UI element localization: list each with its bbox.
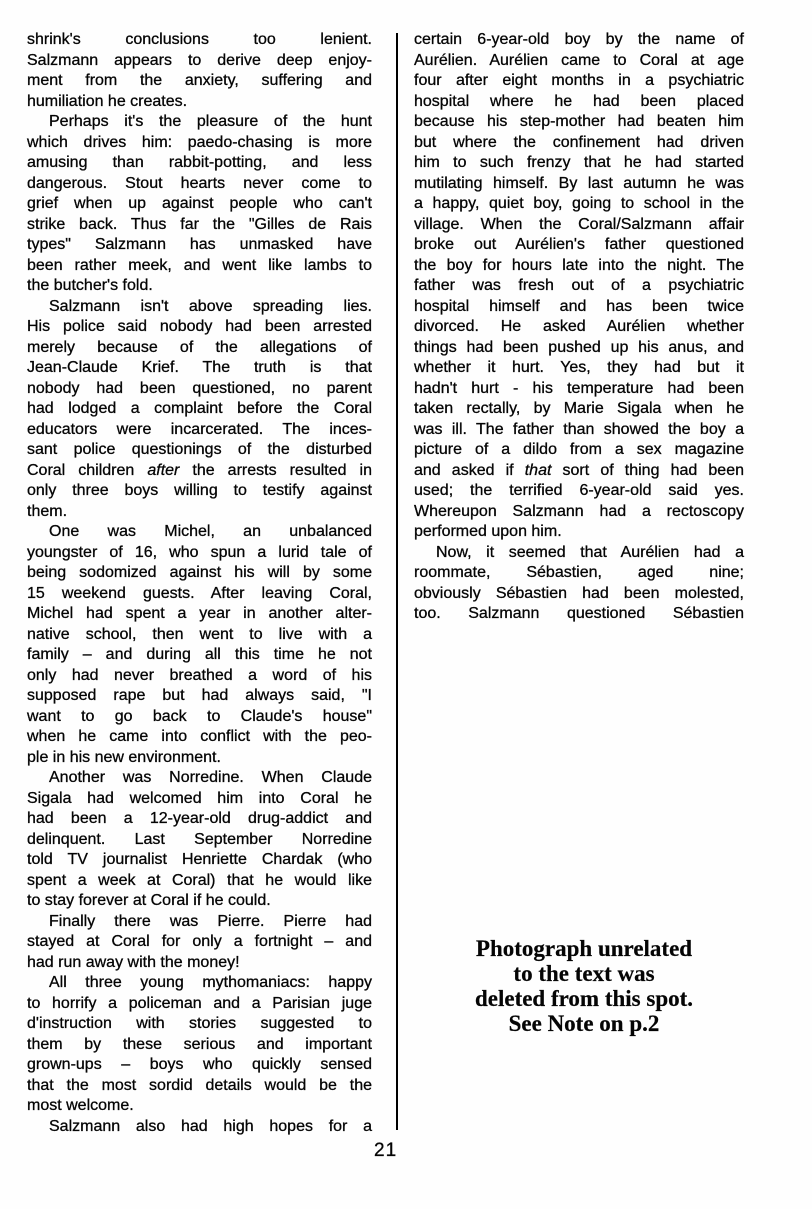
text-line: whether it hurt. Yes, they had but it [414,359,744,376]
text-line: most welcome. [27,1097,134,1114]
text-line: Perhaps it's the pleasure of the hunt [49,113,372,130]
text-line: Salzmann isn't above spreading lies. [49,297,372,315]
paragraph [27,30,372,112]
text-line: too. Salzmann questioned Sébastien [414,605,744,622]
text-line: hospital where he had been placed [414,92,744,110]
text-line: 15 weekend guests. After leaving Coral, [27,584,372,602]
text-line: the butcher's fold. [27,277,153,294]
text-line: certain 6-year-old boy by the name of [414,31,744,48]
text-line: that the most sordid details would be the [27,1076,372,1094]
text-line: stayed at Coral for only a fortnight – and [27,933,372,950]
paragraph [414,30,744,543]
paragraph [27,522,372,768]
text-line: ment from the anxiety, suffering and [27,72,372,89]
text-line: divorced. He asked Aurélien whether [414,318,744,335]
text-line: Now, it seemed that Aurélien had a [436,543,744,561]
paragraph [27,973,372,1117]
text-line: delinquent. Last September Norredine [27,830,372,848]
text-line: ple in his new environment. [27,748,221,766]
text-line: taken rectally, by Marie Sigala when he [414,400,744,417]
paragraph [27,112,372,297]
paragraph [27,912,372,974]
text-line: want to go back to Claude's house" [27,707,372,725]
text-line: humiliation he creates. [27,92,188,110]
text-line: Finally there was Pierre. Pierre had [49,912,372,930]
text-line: because his step-mother had beaten him [414,113,744,130]
text-line: been rather meek, and went like lambs to [27,256,372,274]
text-line: only had never breathed a word of his [27,666,372,684]
paragraph [27,1117,372,1138]
text-line: hospital himself and has been twice [414,297,744,315]
text-line: to stay forever at Coral if he could. [27,892,271,909]
text-line: strike back. Thus far the "Gilles de Rais [27,215,372,233]
text-line: One was Michel, an unbalanced [49,523,372,540]
text-line: educators were incarcerated. The inces- [27,420,372,438]
text-line: Jean-Claude Krief. The truth is that [27,359,372,376]
text-line: performed upon him. [414,523,562,540]
text-line: when he came into conflict with the peo- [27,728,372,745]
text-line: grown-ups – boys who quickly sensed [27,1056,372,1073]
text-line: native school, then went to live with a [27,625,372,643]
text-line: Whereupon Salzmann had a rectoscopy [414,502,744,520]
text-line: amusing than rabbit-potting, and less [27,154,372,171]
text-line: types" Salzmann has unmasked have [27,236,372,253]
text-line: supposed rape but had always said, "I [27,687,372,704]
text-line: being sodomized against his will by some [27,564,372,581]
left-column [27,30,372,1137]
text-line: things had been pushed up his anus, and [414,338,744,356]
paragraph [27,297,372,523]
text-line: sant police questionings of the disturbed [27,441,372,458]
text-line: Aurélien. Aurélien came to Coral at age [414,51,744,69]
text-line: nobody had been questioned, no parent [27,379,372,397]
text-line: mutilating himself. By last autumn he was [414,174,744,192]
text-line: family – and during all this time he not [27,646,372,663]
notice-line: to the text was [513,961,655,986]
text-line: broke out Aurélien's father questioned [414,236,744,253]
text-line: Sigala had welcomed him into Coral he [27,789,372,807]
text-line: obviously Sébastien had been molested, [414,584,744,602]
text-line: them. [27,502,68,520]
text-line: had been a 12-year-old drug-addict and [27,810,372,827]
page-number: 21 [374,1140,398,1161]
text-line: Salzmann also had high hopes for a [49,1117,372,1135]
text-line: the boy for hours late into the night. The [414,256,744,274]
text-line: roommate, Sébastien, aged nine; [414,564,744,581]
text-line: which drives him: paedo-chasing is more [27,133,372,151]
text-line: but where the confinement had driven [414,133,744,151]
text-line: only three boys willing to testify against [27,482,372,499]
text-line: d'instruction with stories suggested to [27,1015,372,1032]
paragraph [27,768,372,912]
text-line: him to such frenzy that he had started [414,154,744,171]
text-line: Michel had spent a year in another alter- [27,605,372,622]
photo-deletion-notice [419,936,749,1036]
text-line: Salzmann appears to derive deep enjoy- [27,51,372,69]
text-line: village. When the Coral/Salzmann affair [414,215,744,233]
text-line: was ill. The father than showed the boy a [414,420,744,438]
notice-line: deleted from this spot. [474,986,694,1011]
text-line: Another was Norredine. When Claude [49,769,372,786]
notice-line: See Note on p.2 [508,1011,660,1036]
text-line: merely because of the allegations of [27,338,372,356]
text-line: used; the terrified 6-year-old said yes. [414,482,744,499]
text-line: dangerous. Stout hearts never come to [27,174,372,192]
text-line: told TV journalist Henriette Chardak (who [27,851,372,868]
text-line: youngster of 16, who spun a lurid tale of [27,543,372,561]
text-line: father was fresh out of a psychiatric [414,277,744,294]
text-line: to horrify a policeman and a Parisian juge [27,994,372,1012]
text-line: had lodged a complaint before the Coral [27,400,372,417]
text-line: and asked if that sort of thing had been [414,461,744,479]
text-line: shrink's conclusions too lenient. [27,31,372,48]
column-divider [396,33,398,1130]
text-line: a happy, quiet boy, going to school in the [414,195,744,212]
text-line: grief when up against people who can't [27,195,372,212]
text-line: hadn't hurt - his temperature had been [414,379,744,397]
text-line: four after eight months in a psychiatric [414,72,744,89]
text-line: spent a week at Coral) that he would like [27,871,372,889]
text-line: His police said nobody had been arrested [27,318,372,335]
right-column [414,30,744,625]
text-line: them by these serious and important [27,1035,372,1053]
text-line: picture of a dildo from a sex magazine [414,441,744,458]
paragraph [414,543,744,625]
text-line: Coral children after the arrests resulted in [27,461,373,479]
notice-line: Photograph unrelated [475,936,693,961]
text-line: All three young mythomaniacs: happy [49,974,372,991]
text-line: had run away with the money! [27,953,240,971]
